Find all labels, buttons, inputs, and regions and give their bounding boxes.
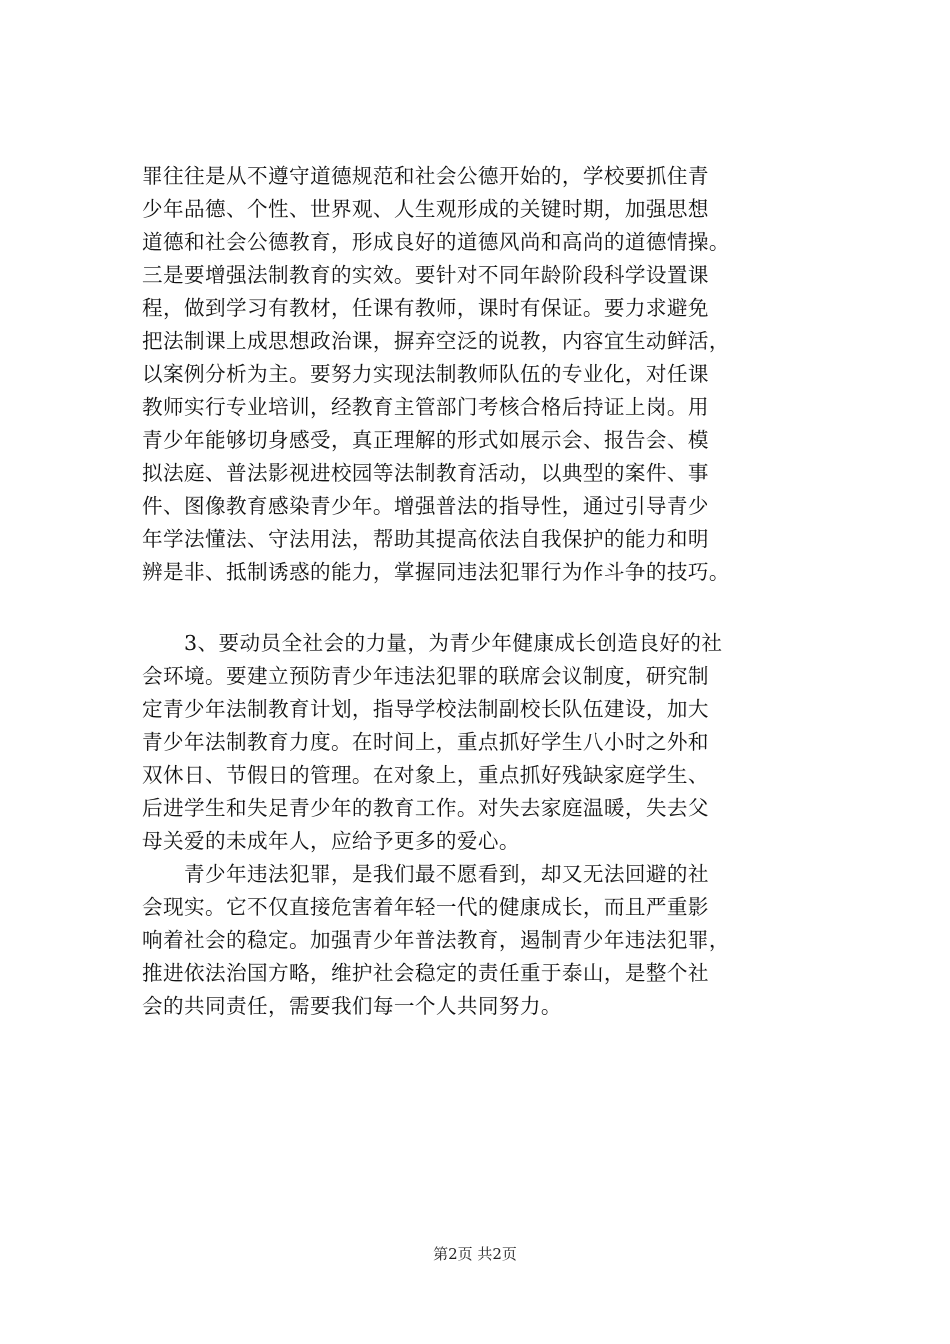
text-line: 件、图像教育感染青少年。增强普法的指导性，通过引导青少	[142, 494, 709, 518]
text-line: 少年品德、个性、世界观、人生观形成的关键时期，加强思想	[142, 197, 709, 221]
text-line: 罪往往是从不遵守道德规范和社会公德开始的，学校要抓住青	[142, 164, 709, 188]
paragraph-1	[142, 160, 822, 589]
text-line: 会环境。要建立预防青少年违法犯罪的联席会议制度，研究制	[142, 664, 709, 688]
text-line: 青少年能够切身感受，真正理解的形式如展示会、报告会、模	[142, 428, 709, 452]
paragraph-2	[142, 627, 822, 858]
text-line: 母关爱的未成年人，应给予更多的爱心。	[142, 829, 520, 853]
text-line: 响着社会的稳定。加强青少年普法教育，遏制青少年违法犯罪，	[142, 928, 730, 952]
text-line: 把法制课上成思想政治课，摒弃空泛的说教，内容宜生动鲜活，	[142, 329, 730, 353]
text-line: 青少年违法犯罪，是我们最不愿看到，却又无法回避的社	[142, 862, 709, 886]
page-number-footer: 第2页 共2页	[433, 1245, 517, 1263]
text-line: 拟法庭、普法影视进校园等法制教育活动，以典型的案件、事	[142, 461, 709, 485]
text-line: 会的共同责任，需要我们每一个人共同努力。	[142, 994, 562, 1018]
text-line: 后进学生和失足青少年的教育工作。对失去家庭温暖，失去父	[142, 796, 709, 820]
text-line: 辨是非、抵制诱惑的能力，掌握同违法犯罪行为作斗争的技巧。	[142, 560, 730, 584]
document-body	[142, 160, 822, 1023]
paragraph-spacer	[142, 589, 822, 627]
text-line: 道德和社会公德教育，形成良好的道德风尚和高尚的道德情操。	[142, 230, 730, 254]
text-line: 年学法懂法、守法用法，帮助其提高依法自我保护的能力和明	[142, 527, 709, 551]
paragraph-3	[142, 858, 822, 1023]
text-line: 程，做到学习有教材，任课有教师，课时有保证。要力求避免	[142, 296, 709, 320]
text-line: 推进依法治国方略，维护社会稳定的责任重于泰山，是整个社	[142, 961, 709, 985]
text-line: 三是要增强法制教育的实效。要针对不同年龄阶段科学设置课	[142, 263, 709, 287]
text-line: 会现实。它不仅直接危害着年轻一代的健康成长，而且严重影	[142, 895, 709, 919]
text-line: 定青少年法制教育计划，指导学校法制副校长队伍建设，加大	[142, 697, 709, 721]
text-line: 3、要动员全社会的力量，为青少年健康成长创造良好的社	[142, 631, 723, 655]
text-line: 以案例分析为主。要努力实现法制教师队伍的专业化，对任课	[142, 362, 709, 386]
text-line: 双休日、节假日的管理。在对象上，重点抓好残缺家庭学生、	[142, 763, 709, 787]
text-line: 青少年法制教育力度。在时间上，重点抓好学生八小时之外和	[142, 730, 709, 754]
text-line: 教师实行专业培训，经教育主管部门考核合格后持证上岗。用	[142, 395, 709, 419]
